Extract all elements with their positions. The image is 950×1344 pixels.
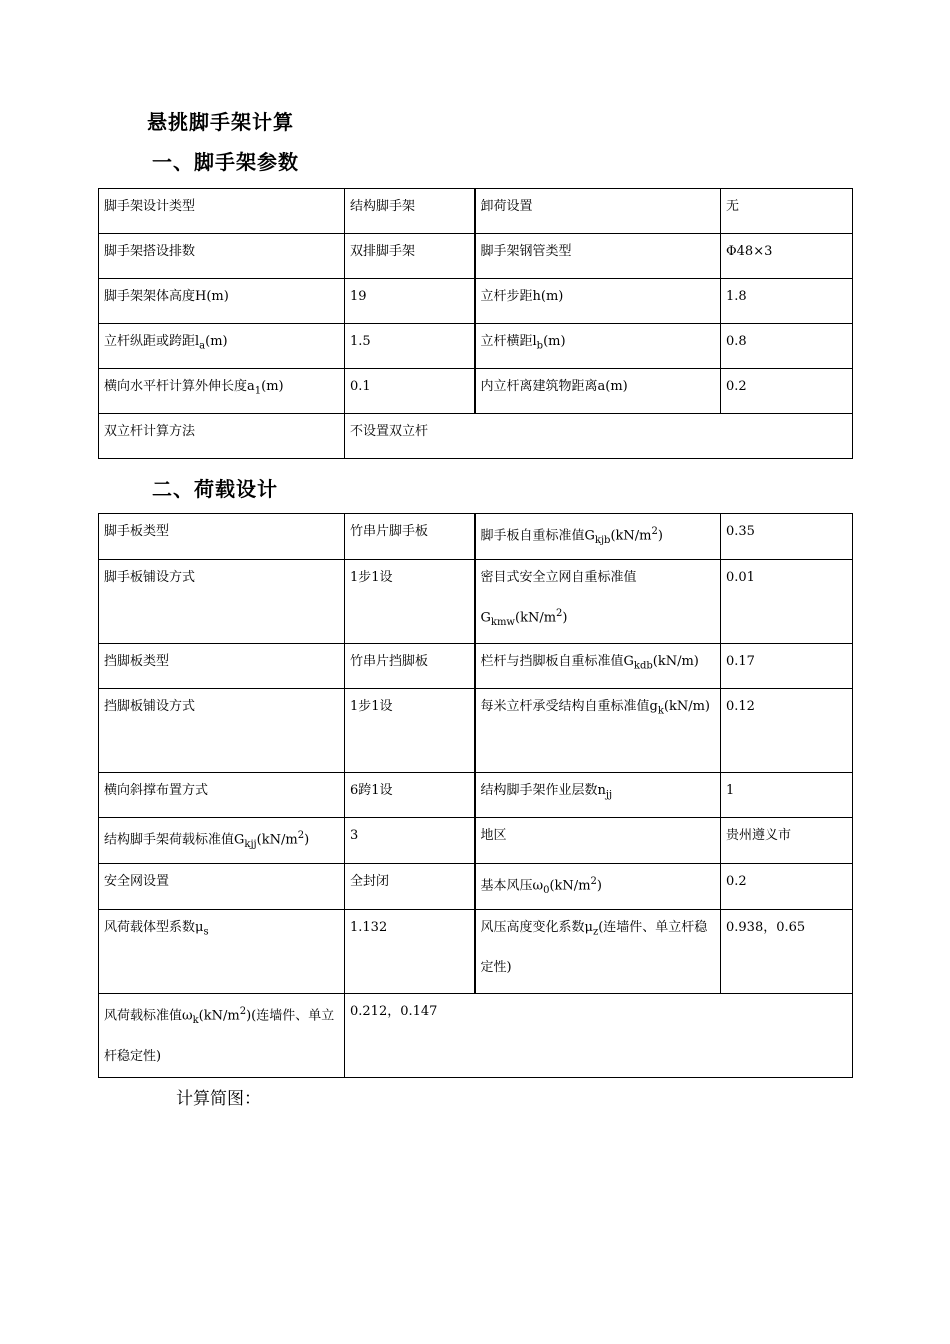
table-row (99, 863, 853, 909)
table-row (99, 817, 853, 863)
table-row (99, 369, 853, 414)
param-value: 1 (721, 772, 853, 817)
param-label: 脚手板类型 (99, 514, 345, 560)
table-row (99, 909, 853, 993)
param-value: 0.35 (721, 514, 853, 560)
load-design-table (98, 513, 853, 1078)
param-label: 内立杆离建筑物距离a(m) (475, 369, 721, 414)
param-value: 1步1设 (345, 688, 475, 772)
param-label: 脚手板自重标准值$G_{kjb}(kN/m^2)$ (475, 514, 721, 560)
param-value: 0.212，0.147 (345, 993, 853, 1077)
param-label: 卸荷设置 (475, 189, 721, 234)
param-value: 1.132 (345, 909, 475, 993)
param-value: Φ48×3 (721, 234, 853, 279)
param-value: 0.17 (721, 643, 853, 688)
param-label: 每米立杆承受结构自重标准值$g_k(kN/m)$ (475, 688, 721, 772)
param-value: 19 (345, 279, 475, 324)
param-label: 风压高度变化系数$\mu_z$(连墙件、单立杆稳定性) (475, 909, 721, 993)
table-row (99, 514, 853, 560)
param-label: 双立杆计算方法 (99, 414, 345, 459)
param-value: 0.2 (721, 369, 853, 414)
param-label: 脚手架架体高度H(m) (99, 279, 345, 324)
param-value: 结构脚手架 (345, 189, 475, 234)
param-value: 3 (345, 817, 475, 863)
table-row (99, 234, 853, 279)
param-label: 结构脚手架荷载标准值$G_{kjj}(kN/m^2)$ (99, 817, 345, 863)
param-value: 0.2 (721, 863, 853, 909)
param-value: 竹串片挡脚板 (345, 643, 475, 688)
param-value: 贵州遵义市 (721, 817, 853, 863)
param-label: 立杆步距h(m) (475, 279, 721, 324)
scaffold-params-table (98, 188, 853, 459)
param-label: 安全网设置 (99, 863, 345, 909)
param-label: 地区 (475, 817, 721, 863)
param-value: 0.938，0.65 (721, 909, 853, 993)
param-value: 竹串片脚手板 (345, 514, 475, 560)
param-label: 脚手架搭设排数 (99, 234, 345, 279)
param-label: 栏杆与挡脚板自重标准值$G_{kdb}(kN/m)$ (475, 643, 721, 688)
param-value: 1.8 (721, 279, 853, 324)
table-row (99, 414, 853, 459)
calc-diagram-label: 计算简图： (176, 1089, 261, 1109)
param-label: 横向水平杆计算外伸长度$a_1(m)$ (99, 369, 345, 414)
param-label: 脚手板铺设方式 (99, 559, 345, 643)
table-row (99, 324, 853, 369)
table-row (99, 772, 853, 817)
param-value: 1.5 (345, 324, 475, 369)
param-value: 0.01 (721, 559, 853, 643)
param-label: 挡脚板类型 (99, 643, 345, 688)
param-value: 双排脚手架 (345, 234, 475, 279)
table-row (99, 189, 853, 234)
param-value: 不设置双立杆 (345, 414, 853, 459)
param-label: 结构脚手架作业层数$n_{jj}$ (475, 772, 721, 817)
param-label: 脚手架钢管类型 (475, 234, 721, 279)
section-title-load-design: 二、荷载设计 (152, 477, 278, 501)
param-label: 基本风压$\omega_0(kN/m^2)$ (475, 863, 721, 909)
param-value: 6跨1设 (345, 772, 475, 817)
table-row (99, 643, 853, 688)
param-label: 挡脚板铺设方式 (99, 688, 345, 772)
section-title-scaffold-params: 一、脚手架参数 (152, 150, 299, 174)
param-value: 1步1设 (345, 559, 475, 643)
table-row (99, 279, 853, 324)
param-value: 全封闭 (345, 863, 475, 909)
param-value: 0.8 (721, 324, 853, 369)
param-label: 脚手架设计类型 (99, 189, 345, 234)
param-label: 风荷载标准值$\omega_k(kN/m^2)$(连墙件、单立杆稳定性) (99, 993, 345, 1077)
param-label: 密目式安全立网自重标准值$G_{kmw}(kN/m^2)$ (475, 559, 721, 643)
param-label: 立杆纵距或跨距$l_a(m)$ (99, 324, 345, 369)
param-value: 无 (721, 189, 853, 234)
table-row (99, 559, 853, 643)
table-row (99, 993, 853, 1077)
param-label: 风荷载体型系数$\mu_s$ (99, 909, 345, 993)
param-label: 横向斜撑布置方式 (99, 772, 345, 817)
param-value: 0.1 (345, 369, 475, 414)
param-value: 0.12 (721, 688, 853, 772)
table-row (99, 688, 853, 772)
document-title: 悬挑脚手架计算 (147, 110, 294, 134)
param-label: 立杆横距$l_b(m)$ (475, 324, 721, 369)
